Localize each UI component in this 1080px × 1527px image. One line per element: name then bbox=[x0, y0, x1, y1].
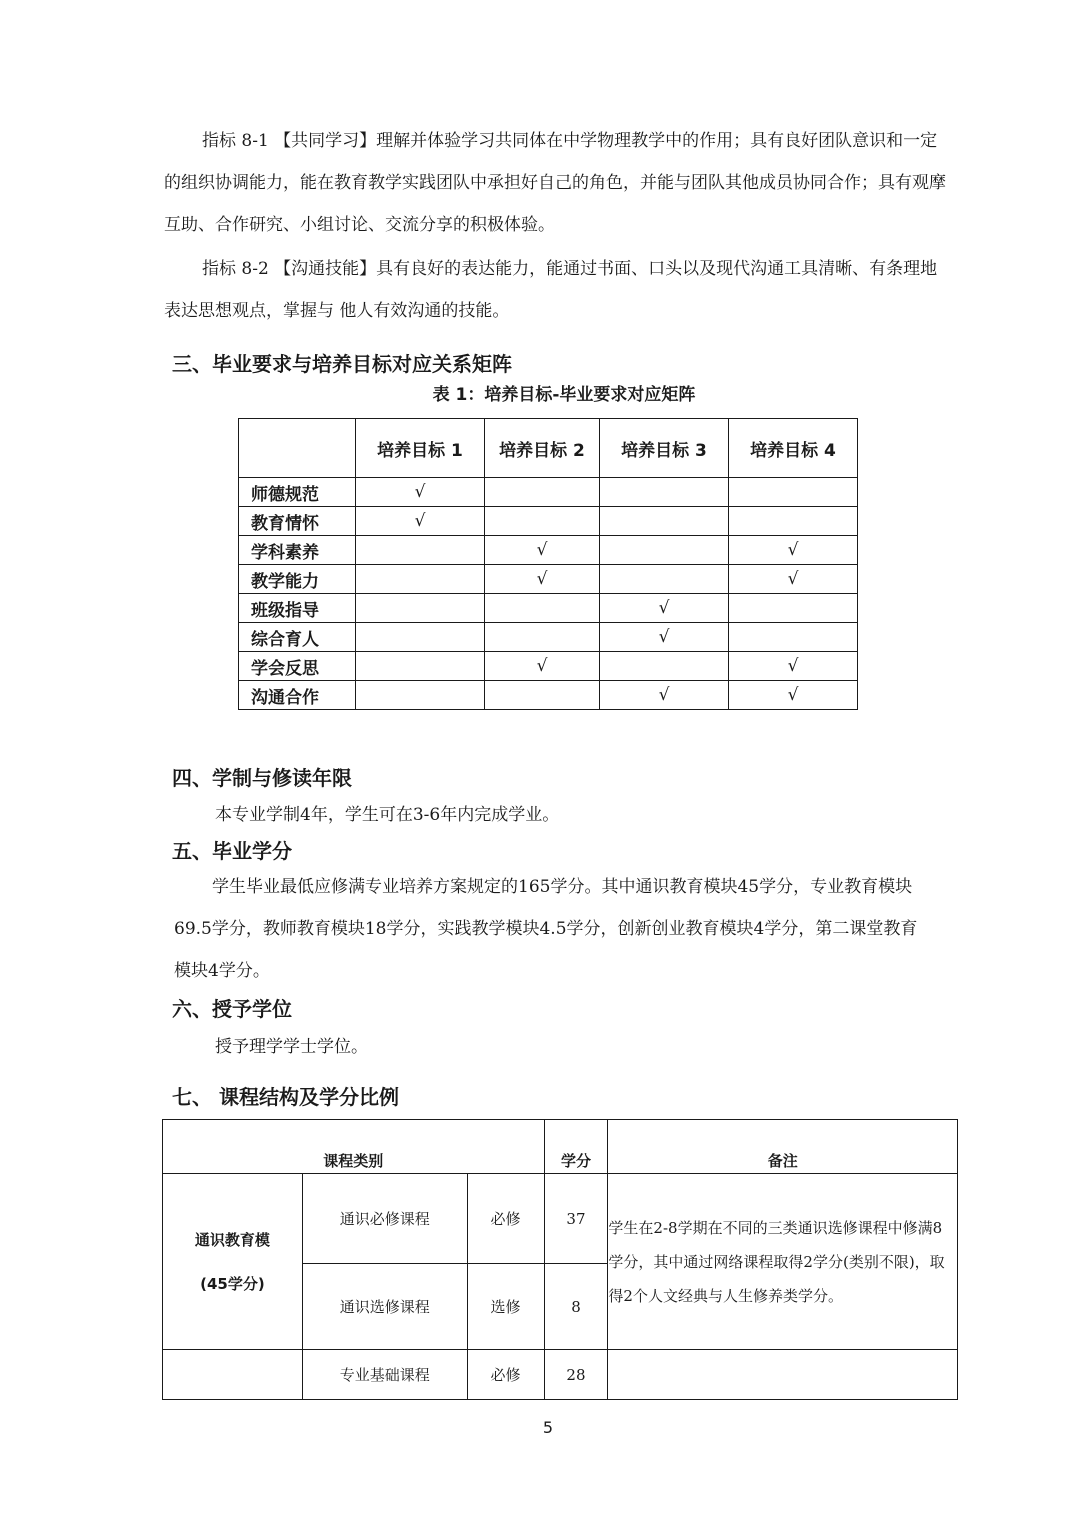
matrix-cell bbox=[485, 681, 600, 710]
credits-header-row bbox=[163, 1120, 958, 1174]
credits-header-category: 课程类别 bbox=[163, 1120, 545, 1174]
matrix-cell: √ bbox=[729, 536, 858, 565]
section5-heading: 五、毕业学分 bbox=[172, 839, 292, 863]
matrix-cell bbox=[356, 623, 485, 652]
section4-heading: 四、学制与修读年限 bbox=[172, 766, 352, 790]
matrix-cell: √ bbox=[485, 565, 600, 594]
course-name: 通识必修课程 bbox=[302, 1174, 467, 1264]
matrix-cell bbox=[485, 594, 600, 623]
matrix-header-row bbox=[239, 419, 858, 478]
credits-row bbox=[163, 1350, 958, 1400]
matrix-cell bbox=[485, 478, 600, 507]
table1-caption: 表 1：培养目标-毕业要求对应矩阵 bbox=[432, 385, 696, 405]
indicator-8-1 bbox=[164, 120, 954, 246]
course-credits: 28 bbox=[544, 1350, 608, 1400]
matrix-cell: √ bbox=[729, 681, 858, 710]
course-type: 必修 bbox=[467, 1174, 544, 1264]
indicator-8-1-text: 指标 8-1 【共同学习】理解并体验学习共同体在中学物理教学中的作用；具有良好团队意识和一定的组织协调能力，能在教育教学实践团队中承担好自己的角色，并能与团队其他成员协同合作；具有观摩互助、合作研究、小组讨论、交流分享的积极体验。 bbox=[164, 131, 946, 235]
matrix-row-label: 师德规范 bbox=[239, 478, 356, 507]
credits-header-credits: 学分 bbox=[544, 1120, 608, 1174]
matrix-row bbox=[239, 565, 858, 594]
module-cell-empty bbox=[163, 1350, 303, 1400]
matrix-cell bbox=[600, 652, 729, 681]
matrix-cell: √ bbox=[600, 594, 729, 623]
module-credits: (45学分) bbox=[200, 1274, 265, 1293]
matrix-row-label: 综合育人 bbox=[239, 623, 356, 652]
note-cell-empty bbox=[608, 1350, 958, 1400]
matrix-row bbox=[239, 594, 858, 623]
section4-text: 本专业学制4年，学生可在3-6年内完成学业。 bbox=[215, 805, 560, 825]
matrix-cell: √ bbox=[600, 623, 729, 652]
section5-paragraph bbox=[174, 866, 924, 992]
module-note: 学生在2-8学期在不同的三类通识选修课程中修满8学分，其中通过网络课程取得2学分(类别不限)，取得2个人文经典与人生修养类学分。 bbox=[608, 1174, 958, 1350]
course-name: 通识选修课程 bbox=[302, 1264, 467, 1350]
matrix-cell bbox=[356, 565, 485, 594]
matrix-col-header: 培养目标 2 bbox=[485, 419, 600, 478]
section5-text: 学生毕业最低应修满专业培养方案规定的165学分。其中通识教育模块45学分，专业教育模块69.5学分，教师教育模块18学分，实践教学模块4.5学分，创新创业教育模块4学分，第二课堂教育模块4学分。 bbox=[174, 877, 918, 981]
matrix-cell bbox=[729, 478, 858, 507]
matrix-corner-cell bbox=[239, 419, 356, 478]
course-credits: 8 bbox=[544, 1264, 608, 1350]
matrix-row bbox=[239, 536, 858, 565]
matrix-cell bbox=[356, 681, 485, 710]
matrix-cell: √ bbox=[485, 652, 600, 681]
section6-text: 授予理学学士学位。 bbox=[215, 1037, 368, 1057]
matrix-cell bbox=[356, 594, 485, 623]
matrix-cell bbox=[729, 623, 858, 652]
module-cell bbox=[163, 1174, 303, 1350]
matrix-cell: √ bbox=[356, 478, 485, 507]
matrix-col-header: 培养目标 4 bbox=[729, 419, 858, 478]
indicator-8-2 bbox=[164, 248, 954, 332]
section3-heading: 三、毕业要求与培养目标对应关系矩阵 bbox=[172, 352, 512, 376]
matrix-cell: √ bbox=[600, 681, 729, 710]
matrix-cell bbox=[729, 594, 858, 623]
course-structure-table bbox=[162, 1119, 958, 1400]
matrix-row bbox=[239, 681, 858, 710]
matrix-cell bbox=[600, 478, 729, 507]
course-type: 必修 bbox=[467, 1350, 544, 1400]
course-name: 专业基础课程 bbox=[302, 1350, 467, 1400]
matrix-row-label: 教学能力 bbox=[239, 565, 356, 594]
matrix-row-label: 班级指导 bbox=[239, 594, 356, 623]
matrix-row-label: 沟通合作 bbox=[239, 681, 356, 710]
matrix-cell: √ bbox=[729, 565, 858, 594]
section7-heading: 七、 课程结构及学分比例 bbox=[172, 1085, 399, 1109]
matrix-cell bbox=[485, 507, 600, 536]
matrix-cell bbox=[356, 536, 485, 565]
matrix-row bbox=[239, 507, 858, 536]
matrix-cell bbox=[600, 565, 729, 594]
module-name: 通识教育模 bbox=[194, 1230, 270, 1249]
matrix-cell: √ bbox=[485, 536, 600, 565]
matrix-row-label: 教育情怀 bbox=[239, 507, 356, 536]
course-credits: 37 bbox=[544, 1174, 608, 1264]
matrix-cell bbox=[485, 623, 600, 652]
matrix-row bbox=[239, 652, 858, 681]
matrix-row bbox=[239, 623, 858, 652]
matrix-row-label: 学科素养 bbox=[239, 536, 356, 565]
matrix-row bbox=[239, 478, 858, 507]
indicator-8-2-text: 指标 8-2 【沟通技能】具有良好的表达能力，能通过书面、口头以及现代沟通工具清晰、有条理地表达思想观点，掌握与 他人有效沟通的技能。 bbox=[164, 259, 938, 321]
matrix-cell bbox=[356, 652, 485, 681]
section6-heading: 六、授予学位 bbox=[172, 997, 292, 1021]
matrix-cell bbox=[600, 536, 729, 565]
matrix-cell: √ bbox=[356, 507, 485, 536]
credits-header-note: 备注 bbox=[608, 1120, 958, 1174]
page-number: 5 bbox=[542, 1418, 554, 1437]
matrix-col-header: 培养目标 3 bbox=[600, 419, 729, 478]
matrix-row-label: 学会反思 bbox=[239, 652, 356, 681]
matrix-cell bbox=[729, 507, 858, 536]
objectives-matrix-table bbox=[238, 418, 858, 710]
credits-row bbox=[163, 1174, 958, 1264]
matrix-cell bbox=[600, 507, 729, 536]
course-type: 选修 bbox=[467, 1264, 544, 1350]
matrix-cell: √ bbox=[729, 652, 858, 681]
matrix-col-header: 培养目标 1 bbox=[356, 419, 485, 478]
